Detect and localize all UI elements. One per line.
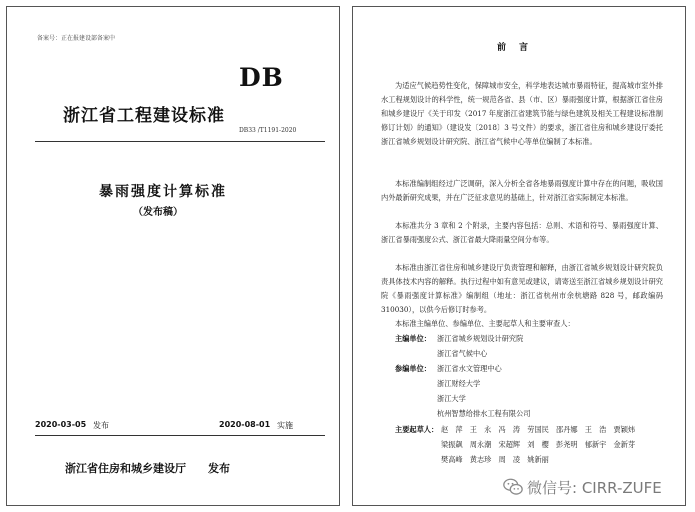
publisher: 浙江省住房和城乡建设厅 发布 xyxy=(65,462,230,475)
foreword-paragraph-5: 本标准主编单位、参编单位、主要起草人和主要审查人： xyxy=(395,319,575,328)
document-subtitle: （发布稿） xyxy=(133,207,183,218)
implementation-label: 实施 xyxy=(277,421,293,430)
drafters-row-1: 赵 萍 王 永 冯 涛 劳国民 邵丹娜 王 浩 贾颖炜 xyxy=(441,425,636,434)
participating-unit-3: 浙江大学 xyxy=(437,394,466,403)
drafters-row-3: 樊高峰 黄志珍 周 凌 姚新丽 xyxy=(441,455,549,464)
chief-units-label: 主编单位： xyxy=(395,334,431,343)
foreword-paragraph-4: 本标准由浙江省住房和城乡建设厅负责管理和解释，由浙江省城乡规划设计研究院负责具体技术内容的解释。执行过程中如有意见或建议，请寄送至浙江省城乡规划设计研究院《暴雨强度计算标准》编制组（地址：浙江省杭州市余杭塘路 828 号，邮政编码 310030），以供今后修订时参考。 xyxy=(381,263,663,314)
standard-title: 浙江省工程建设标准 xyxy=(63,106,225,126)
foreword-paragraph-1: 为适应气候趋势性变化，保障城市安全，科学地表达城市暴雨特征，提高城市室外排水工程规划设计的科学性，统一规范各省、县（市、区）暴雨强度计算，根据浙江省住房和城乡建设厅《关于印发（2017 年度浙江省建筑节能与绿色建筑及相关工程建设标准制修订计划）的通知》（建设发〔2018〕3 号文件）的要求，浙江省住房和城乡建设厅委托浙江省城乡规划设计研究院、浙江省气候中心等单位编制了本标准。 xyxy=(381,81,663,146)
issue-label: 发布 xyxy=(93,421,109,430)
drafters-label: 主要起草人： xyxy=(395,425,439,434)
participating-units-label: 参编单位： xyxy=(395,364,431,373)
issue-date: 2020-03-05 xyxy=(35,420,87,429)
participating-unit-1: 浙江省水文管理中心 xyxy=(437,364,502,373)
cover-bottom-rule xyxy=(35,435,325,436)
watermark-text: 微信号: CIRR-ZUFE xyxy=(527,479,662,497)
participating-unit-2: 浙江财经大学 xyxy=(437,379,481,388)
foreword-heading: 前 言 xyxy=(497,43,531,53)
cover-top-rule xyxy=(35,141,325,142)
document-title: 暴雨强度计算标准 xyxy=(99,184,227,200)
participating-unit-4: 杭州智慧给排水工程有限公司 xyxy=(437,409,531,418)
chief-unit-2: 浙江省气候中心 xyxy=(437,349,488,358)
db-mark: DB xyxy=(239,63,284,92)
drafters-row-2: 梁振飙 周永潮 宋超辉 刘 樱 彭尧明 郁新宇 金新芽 xyxy=(441,440,636,449)
chief-unit-1: 浙江省城乡规划设计研究院 xyxy=(437,334,524,343)
foreword-paragraph-2: 本标准编制组经过广泛调研，深入分析全省各地暴雨强度计算中存在的问题，吸收国内外最新研究成果，并在广泛征求意见的基础上，针对浙江省实际制定本标准。 xyxy=(381,179,663,202)
standard-code: DB33 /T1191-2020 xyxy=(239,127,297,134)
record-note: 备案号：正在报建设部备案中 xyxy=(37,35,116,42)
implementation-date: 2020-08-01 xyxy=(219,420,271,429)
wechat-icon xyxy=(502,476,524,498)
cover-page xyxy=(6,6,340,506)
foreword-page xyxy=(352,6,686,506)
foreword-paragraph-3: 本标准共分 3 章和 2 个附录，主要内容包括：总则、术语和符号、暴雨强度计算、浙江省暴雨强度公式、浙江省最大降雨量空间分布等。 xyxy=(381,221,663,244)
